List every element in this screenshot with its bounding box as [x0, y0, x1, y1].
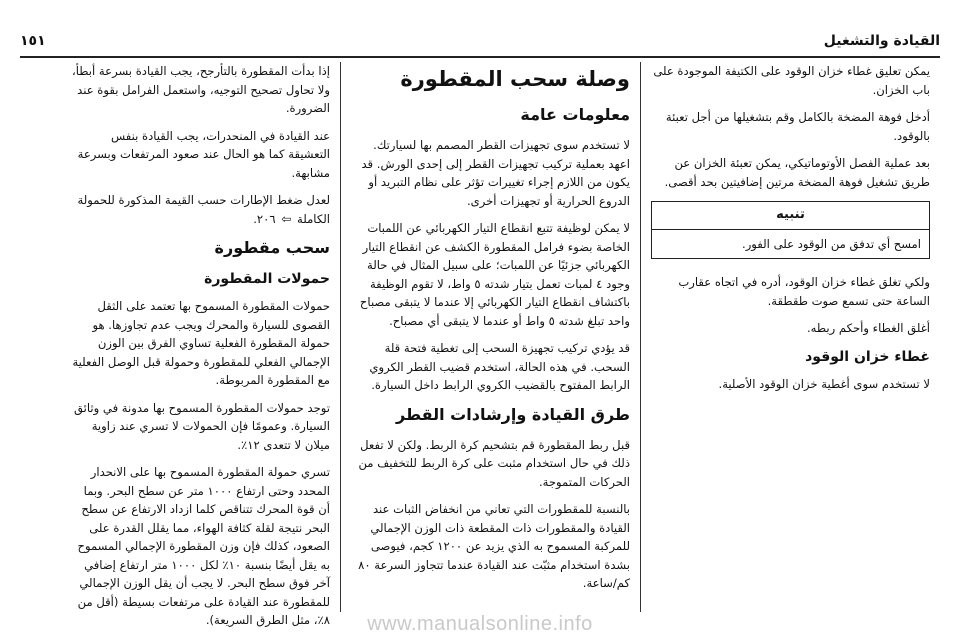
paragraph: عند القيادة في المنحدرات، يجب القيادة بنفس التعشيقة كما هو الحال عند صعود المرتفعات وبسرعة مشابهة. — [77, 128, 330, 180]
column-middle — [340, 62, 640, 612]
page-header — [20, 26, 940, 56]
paragraph: لعدل ضغط الإطارات حسب القيمة المذكورة للحمولة الكاملة ⇦ ٢٠٦. — [77, 193, 330, 226]
tire-pressure-text: لعدل ضغط الإطارات حسب القيمة المذكورة للحمولة الكاملة — [77, 193, 330, 226]
paragraph: أدخل فوهة المضخة بالكامل وقم بتشغيلها من أجل تعبئة بالوقود. — [665, 110, 930, 143]
paragraph: ولكي تغلق غطاء خزان الوقود، أدره في اتجاه عقارب الساعة حتى تسمع صوت طقطقة. — [678, 275, 930, 308]
paragraph: لا تستخدم سوى أغطية خزان الوقود الأصلية. — [718, 376, 930, 391]
section-title: القيادة والتشغيل — [823, 33, 940, 49]
header-divider — [20, 56, 940, 58]
paragraph: لا تستخدم سوى تجهيزات القطر المصمم بها لسيارتك. اعهد بعملية تركيب تجهيزات القطر إلى إحدى الورش. قد يكون من اللازم إجراء تغييرات تؤثر على نظام التبريد أو الدروع الحرارية أو تجهيزات أخرى. — [361, 138, 630, 208]
paragraph: حمولات المقطورة المسموح بها تعتمد على الثقل القصوى للسيارة والمحرك ويجب عدم تجاوزها. هو حمولة المقطورة الفعلية تساوي الفرق بين الوزن الإجمالي الفعلي للمقطورة وحمولة قبل الوصل الفعلية مع المقطورة المربوطة. — [72, 299, 330, 387]
arrow-reference-icon: ⇦ — [281, 211, 292, 226]
paragraph: بالنسبة للمقطورات التي تعاني من انخفاض الثبات عند القيادة والمقطورات ذات المقطعة ذات الوزن الإجمالي للمركبة المسموح به الذي يزيد عن ١٢٠٠ كجم، فيوصى بشدة استخدام مثبّت عند القيادة عندما تتجاوز السرعة ٨٠ كم/ساعة. — [358, 502, 630, 590]
watermark: www.manualsonline.info — [367, 613, 593, 635]
paragraph: يمكن تعليق غطاء خزان الوقود على الكتيفة الموجودة على باب الخزان. — [653, 64, 930, 97]
heading-fuel-cap: غطاء خزان الوقود — [805, 348, 930, 365]
paragraph: إذا بدأت المقطورة بالتأرجح، يجب القيادة بسرعة أبطأ، ولا تحاول تصحيح التوجيه، واستعمل الفرامل بقوة عند الضرورة. — [72, 64, 330, 115]
column-right — [640, 62, 940, 612]
paragraph: توجد حمولات المقطورة المسموح بها مدونة في وثائق السيارة. وعمومًا فإن الحمولات لا تسري عند زاوية ميلان لا تتعدى ١٢٪. — [73, 400, 330, 452]
heading-general-info: معلومات عامة — [520, 105, 630, 124]
heading-trailer-towing: سحب مقطورة — [214, 238, 330, 257]
heading-driving-tips: طرق القيادة وإرشادات القطر — [396, 404, 630, 424]
page-reference[interactable]: ٢٠٦ — [256, 211, 276, 226]
column-left — [60, 62, 340, 627]
heading-trailer-loads: حمولات المقطورة — [204, 271, 330, 287]
caution-text: امسح أي تدفق من الوقود على الفور. — [742, 236, 921, 251]
paragraph: قد يؤدي تركيب تجهيزة السحب إلى تغطية فتحة قلة السحب. في هذه الحالة، استخدم قضيب القطر الكروي الرابط المفتوح بالقضيب الكروي الرابط داخل السيارة. — [369, 341, 630, 392]
caution-box — [651, 201, 930, 259]
page-number: ١٥١ — [20, 33, 46, 49]
paragraph: أغلق الغطاء وأحكم ربطه. — [806, 321, 930, 335]
heading-towing-hitch: وصلة سحب المقطورة — [400, 67, 630, 91]
paragraph: لا يمكن لوظيفة تتبع انقطاع التيار الكهربائي عن اللمبات الخاصة بضوء فرامل المقطورة الكشف عن انقطاع التيار الكهربائي جزئيًا عن اللمبات؛ على سبيل المثال في حالة وجود ٤ لمبات تعمل بتيار شدته ٥ واط، لا تقوم الوظيفة باكتشاف انقطاع التيار الكهربائي إلا عندما لا يتبقى مصباح واحد تبلغ شدته ٥ واط أو عندما لا يتبقى أي مصباح. — [359, 221, 630, 328]
paragraph: قبل ربط المقطورة قم بتشحيم كرة الربط. ولكن لا تفعل ذلك في حال استخدام مثبت على كرة الربط للتخفيف من الحركات المتموجة. — [358, 437, 630, 489]
paragraph: بعد عملية الفصل الأوتوماتيكي، يمكن تعبئة الخزان عن طريق تشغيل فوهة المضخة مرتين إضافيتين بحد أقصى. — [664, 156, 930, 189]
caution-title: تنبيه — [652, 202, 929, 230]
paragraph: تسري حمولة المقطورة المسموح بها على الانحدار المحدد وحتى ارتفاع ١٠٠٠ متر عن سطح البحر. وبما أن قوة المحرك تتناقص كلما ازداد الارتفاع عن سطح البحر نتيجة لقلة كثافة الهواء، مما يقلل القدرة على الصعود، كذلك فإن وزن المقطورة الإجمالي المسموح به يقل أيضًا بنسبة ١٠٪ لكل ١٠٠٠ متر ارتفاع إضافي آخر فوق سطح البحر. لا يجب أن يقل الوزن الإجمالي للمقطورة عند القيادة على مرتفعات بسيطة (أقل من ٨٪، مثل الطرق السريعة). — [77, 465, 330, 627]
